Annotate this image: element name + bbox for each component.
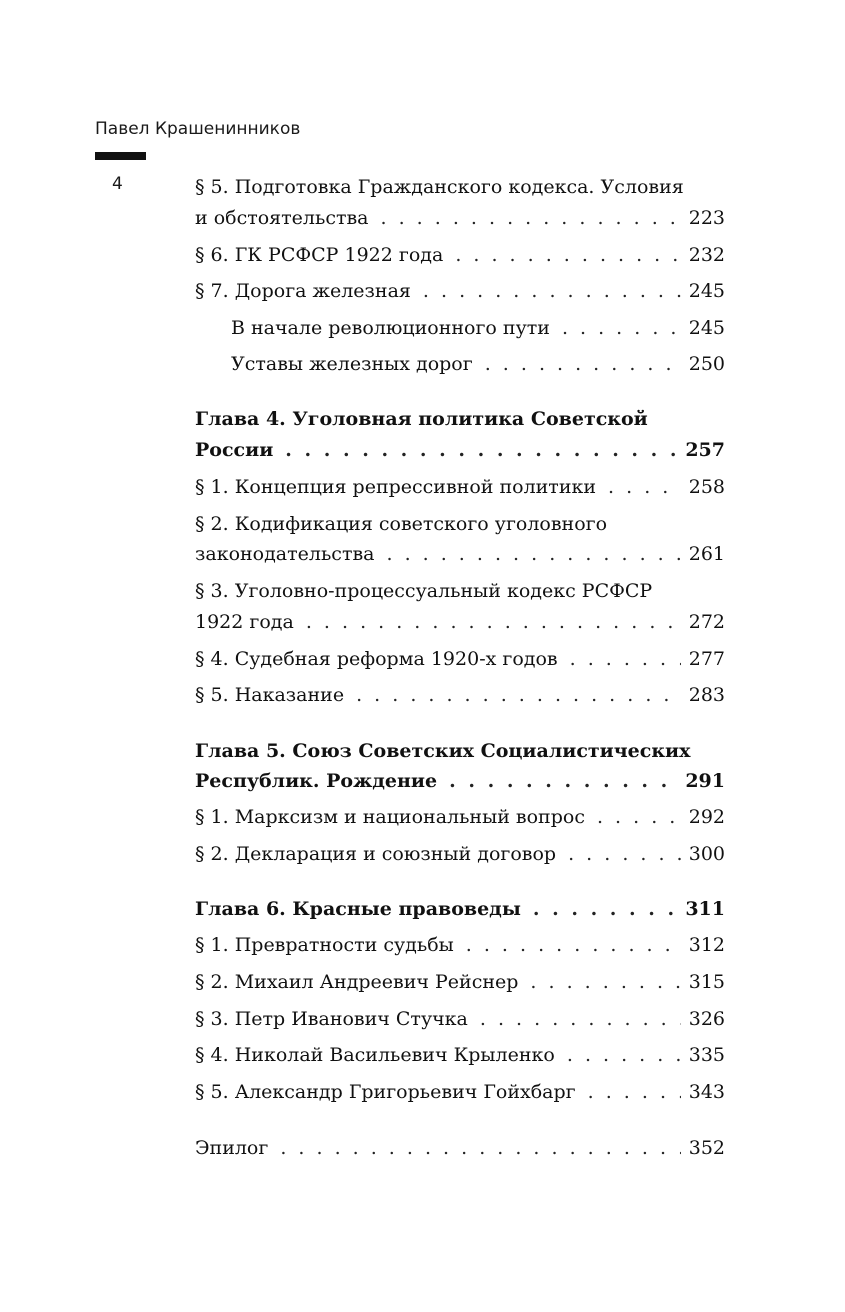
toc-entry-page: 250 [688, 353, 725, 375]
header-rule [95, 152, 146, 160]
toc-chapter [195, 767, 725, 795]
toc-entry [195, 681, 725, 709]
toc-entry-page: 277 [688, 648, 725, 670]
toc-subentry [231, 314, 725, 342]
running-header-author: Павел Крашенинников [95, 119, 301, 139]
page-number: 4 [112, 174, 123, 194]
toc-entry-page: 291 [685, 770, 725, 792]
toc-chapter [195, 895, 725, 923]
toc-entry-page: 232 [688, 244, 725, 266]
dot-leader [423, 277, 681, 305]
toc-entry [195, 803, 725, 831]
dot-leader [567, 1041, 681, 1069]
dot-leader [570, 645, 681, 673]
toc-entry [195, 204, 725, 232]
toc-entry-page: 335 [688, 1044, 725, 1066]
toc-entry-page: 261 [688, 543, 725, 565]
toc-entry-page: 312 [688, 934, 725, 956]
dot-leader [568, 840, 681, 868]
toc-entry-title-line: § 3. Уголовно-процессуальный кодекс РСФСР [195, 580, 653, 602]
toc-entry-title: § 5. Наказание [195, 684, 345, 706]
toc-entry-page: 258 [688, 476, 725, 498]
toc-entry-title: и обстоятельства [195, 207, 369, 229]
toc-entry [195, 1005, 725, 1033]
toc-entry-title: § 2. Михаил Андреевич Рейснер [195, 971, 519, 993]
toc-entry-title: § 4. Судебная реформа 1920-х годов [195, 648, 558, 670]
toc-entry-page: 343 [688, 1081, 725, 1103]
toc-entry-title: § 3. Петр Иванович Стучка [195, 1008, 468, 1030]
toc-entry [195, 1078, 725, 1106]
dot-leader [381, 204, 681, 232]
toc-entry-title-line: § 5. Подготовка Гражданского кодекса. Условия [195, 176, 684, 198]
toc-entry-title: § 1. Марксизм и национальный вопрос [195, 806, 585, 828]
toc-entry-title: § 2. Декларация и союзный договор [195, 843, 557, 865]
dot-leader [285, 436, 677, 464]
dot-leader [449, 767, 677, 795]
toc-entry-page: 245 [688, 280, 725, 302]
toc-entry-title: § 7. Дорога железная [195, 280, 411, 302]
toc-entry-title: России [195, 439, 274, 461]
toc-entry-page: 223 [688, 207, 725, 229]
dot-leader [455, 241, 680, 269]
toc-entry-title-line: § 2. Кодификация советского уголовного [195, 513, 608, 535]
toc-entry-page: 257 [685, 439, 725, 461]
toc-entry-page: 272 [688, 611, 725, 633]
dot-leader [480, 1005, 681, 1033]
dot-leader [530, 968, 680, 996]
toc-entry-page: 315 [688, 971, 725, 993]
toc-entry-title: Уставы железных дорог [231, 353, 473, 375]
toc-chapter-title-line: Глава 4. Уголовная политика Советской [195, 408, 648, 430]
toc-entry [195, 540, 725, 568]
dot-leader [608, 473, 681, 501]
dot-leader [485, 350, 681, 378]
dot-leader [386, 540, 680, 568]
toc-entry-title: § 5. Александр Григорьевич Гойхбарг [195, 1081, 576, 1103]
toc-entry-title: Эпилог [195, 1137, 269, 1159]
dot-leader [356, 681, 681, 709]
dot-leader [588, 1078, 681, 1106]
toc-entry [195, 931, 725, 959]
dot-leader [562, 314, 681, 342]
toc-entry [195, 968, 725, 996]
toc-entry [195, 840, 725, 868]
dot-leader [306, 608, 681, 636]
toc-entry-page: 283 [688, 684, 725, 706]
toc-entry-page: 326 [688, 1008, 725, 1030]
toc-entry [195, 1134, 725, 1162]
toc-entry-page: 245 [688, 317, 725, 339]
dot-leader [466, 931, 681, 959]
toc-entry-page: 352 [688, 1137, 725, 1159]
toc-entry [195, 241, 725, 269]
toc-entry-title: § 6. ГК РСФСР 1922 года [195, 244, 444, 266]
toc-entry-title: § 4. Николай Васильевич Крыленко [195, 1044, 555, 1066]
toc-entry-page: 311 [685, 898, 725, 920]
toc-entry [195, 473, 725, 501]
toc-entry [195, 1041, 725, 1069]
toc-entry-title: В начале революционного пути [231, 317, 550, 339]
toc-entry-page: 300 [688, 843, 725, 865]
toc-subentry [231, 350, 725, 378]
dot-leader [533, 895, 677, 923]
toc-entry-title: Глава 6. Красные правоведы [195, 898, 521, 920]
toc-entry-title: Республик. Рождение [195, 770, 438, 792]
toc-chapter-title-line: Глава 5. Союз Советских Социалистических [195, 740, 691, 762]
toc-entry-title: § 1. Превратности судьбы [195, 934, 454, 956]
dot-leader [597, 803, 681, 831]
toc-entry-page: 292 [688, 806, 725, 828]
dot-leader [280, 1134, 680, 1162]
toc-entry [195, 277, 725, 305]
toc-entry-title: 1922 года [195, 611, 294, 633]
toc-entry-title: § 1. Концепция репрессивной политики [195, 476, 597, 498]
toc-entry [195, 645, 725, 673]
toc-entry [195, 608, 725, 636]
toc-chapter [195, 436, 725, 464]
toc-entry-title: законодательства [195, 543, 375, 565]
